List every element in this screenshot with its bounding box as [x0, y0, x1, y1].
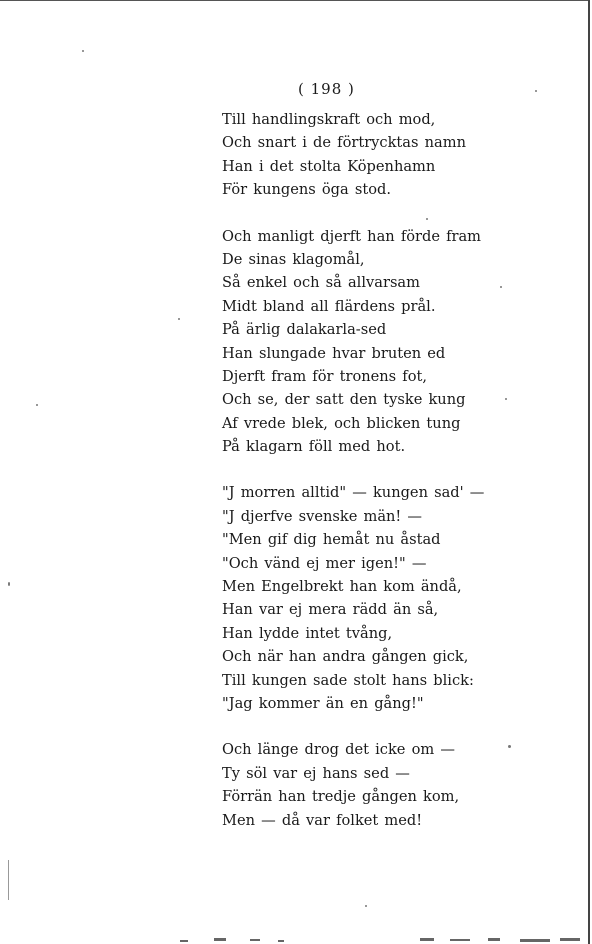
poem-line: De sinas klagomål, [222, 250, 365, 268]
poem-line: Han slungade hvar bruten ed [222, 344, 446, 362]
poem-line: Men Engelbrekt han kom ändå, [222, 578, 462, 596]
poem-line: Men — då var folket med! [222, 811, 423, 829]
poem-line: Och när han andra gången gick, [222, 648, 469, 666]
scan-speck [426, 218, 428, 220]
poem-line: Och länge drog det icke om — [222, 741, 455, 759]
poem-line: Midt bland all flärdens prål. [222, 297, 436, 315]
poem-line: Han lydde intet tvång, [222, 624, 393, 642]
bottom-scan-edge [0, 930, 588, 944]
stanza-4 [222, 738, 542, 832]
poem [222, 108, 542, 855]
poem-line: Han var ej mera rädd än så, [222, 601, 439, 619]
page-top-rule [0, 0, 588, 1]
poem-line: På klagarn föll med hot. [222, 438, 406, 456]
scan-speck [178, 318, 180, 320]
poem-line: "Och vänd ej mer igen!" — [222, 554, 427, 572]
poem-line: "Jag kommer än en gång!" [222, 694, 424, 712]
scan-speck [500, 286, 502, 288]
poem-line: Och manligt djerft han förde fram [222, 227, 482, 245]
poem-line: "Men gif dig hemåt nu åstad [222, 531, 441, 549]
poem-line: För kungens öga stod. [222, 181, 391, 199]
poem-line: Förrän han tredje gången kom, [222, 788, 460, 806]
scan-speck [36, 404, 38, 406]
poem-line: Han i det stolta Köpenhamn [222, 157, 436, 175]
scan-speck [8, 582, 10, 586]
poem-line: Djerft fram för tronens fot, [222, 367, 427, 385]
scan-speck [365, 905, 367, 907]
poem-line: Till handlingskraft och mod, [222, 111, 436, 128]
scan-speck [8, 860, 9, 900]
stanza-1 [222, 108, 542, 202]
stanza-3 [222, 481, 542, 715]
page-right-edge [588, 0, 590, 944]
poem-line: På ärlig dalakarla-sed [222, 321, 387, 339]
poem-line: Och se, der satt den tyske kung [222, 391, 466, 409]
scan-speck [508, 745, 511, 748]
poem-line: "J morren alltid" — kungen sad' — [222, 484, 485, 502]
scan-speck [505, 398, 507, 400]
scan-speck [535, 90, 537, 92]
poem-line: Af vrede blek, och blicken tung [222, 414, 461, 432]
poem-line: Ty söl var ej hans sed — [222, 764, 410, 782]
poem-line: Så enkel och så allvarsam [222, 274, 420, 292]
scan-speck [82, 50, 84, 52]
poem-line: "J djerfve svenske män! — [222, 507, 423, 525]
page-number: ( 198 ) [298, 80, 355, 98]
poem-line: Till kungen sade stolt hans blick: [222, 671, 474, 689]
stanza-2 [222, 225, 542, 459]
poem-line: Och snart i de förtrycktas namn [222, 134, 466, 152]
